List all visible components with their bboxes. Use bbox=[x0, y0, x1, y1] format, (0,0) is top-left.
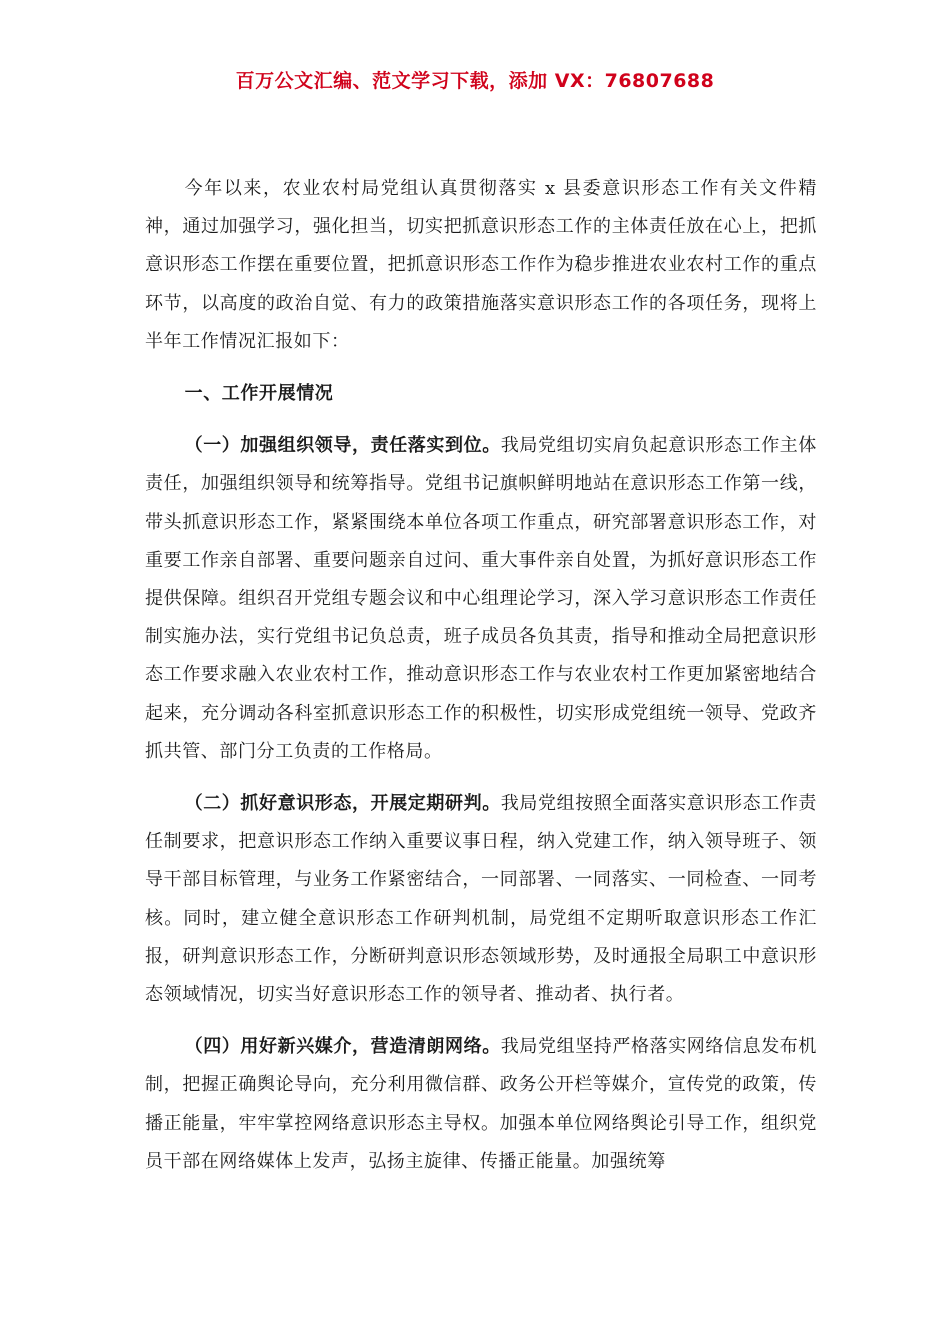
item-lead: （一）加强组织领导，责任落实到位。 bbox=[184, 435, 501, 457]
paragraph-item-4 bbox=[145, 1028, 817, 1181]
item-text: 我局党组坚持严格落实网络信息发布机制，把握正确舆论导向，充分利用微信群、政务公开栏等媒介，宣传党的政策，传播正能量，牢牢掌控网络意识形态主导权。加强本单位网络舆论引导工作，组织党员干部在网络媒体上发声，弘扬主旋律、传播正能量。加强统筹 bbox=[145, 1036, 817, 1172]
promo-banner: 百万公文汇编、范文学习下载，添加 VX：76807688 bbox=[235, 70, 715, 92]
document-body bbox=[145, 170, 817, 1181]
item-text: 我局党组按照全面落实意识形态工作责任制要求，把意识形态工作纳入重要议事日程，纳入党建工作，纳入领导班子、领导干部目标管理，与业务工作紧密结合，一同部署、一同落实、一同检查、一同考核。同时，建立健全意识形态工作研判机制，局党组不定期听取意识形态工作汇报，研判意识形态工作，分断研判意识形态领域形势，及时通报全局职工中意识形态领域情况，切实当好意识形态工作的领导者、推动者、执行者。 bbox=[145, 793, 817, 1006]
paragraph-item-2 bbox=[145, 785, 817, 1014]
paragraph-item-1 bbox=[145, 427, 817, 771]
item-text: 我局党组切实肩负起意识形态工作主体责任，加强组织领导和统筹指导。党组书记旗帜鲜明地站在意识形态工作第一线，带头抓意识形态工作，紧紧围绕本单位各项工作重点，研究部署意识形态工作，对重要工作亲自部署、重要问题亲自过问、重大事件亲自处置，为抓好意识形态工作提供保障。组织召开党组专题会议和中心组理论学习，深入学习意识形态工作责任制实施办法，实行党组书记负总责，班子成员各负其责，指导和推动全局把意识形态工作要求融入农业农村工作，推动意识形态工作与农业农村工作更加紧密地结合起来，充分调动各科室抓意识形态工作的积极性，切实形成党组统一领导、党政齐抓共管、部门分工负责的工作格局。 bbox=[145, 435, 817, 762]
intro-paragraph: 今年以来，农业农村局党组认真贯彻落实 x 县委意识形态工作有关文件精神，通过加强学习，强化担当，切实把抓意识形态工作的主体责任放在心上，把抓意识形态工作摆在重要位置，把抓意识形态工作作为稳步推进农业农村工作的重点环节，以高度的政治自觉、有力的政策措施落实意识形态工作的各项任务，现将上半年工作情况汇报如下： bbox=[145, 178, 817, 352]
section-heading: 一、工作开展情况 bbox=[184, 383, 334, 405]
item-lead: （二）抓好意识形态，开展定期研判。 bbox=[184, 793, 501, 815]
item-lead: （四）用好新兴媒介，营造清朗网络。 bbox=[184, 1036, 501, 1058]
